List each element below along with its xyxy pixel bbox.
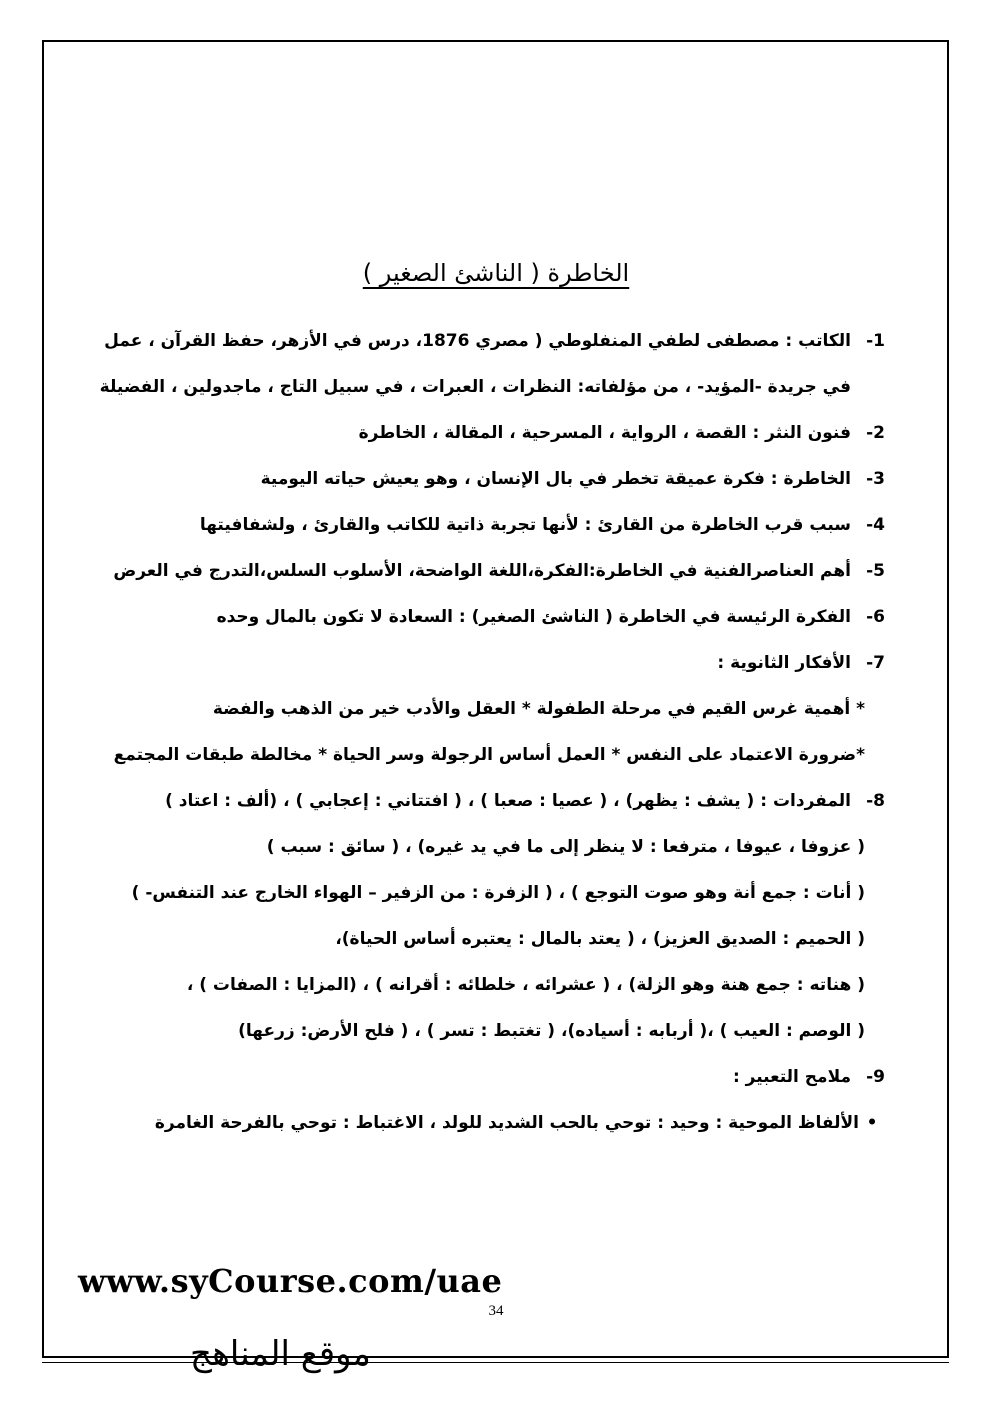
- item-text: الفكرة الرئيسة في الخاطرة ( الناشئ الصغير) : السعادة لا تكون بالمال وحده: [216, 607, 851, 627]
- item-number: 4-: [866, 515, 885, 535]
- list-item: [95, 502, 885, 548]
- vocab-line: ( عزوفا ، عيوفا ، مترفعا : لا ينظر إلى ما في يد غيره) ، ( سائق : سبب ): [266, 837, 865, 857]
- list-item: [95, 640, 885, 686]
- item-number: 3-: [866, 469, 885, 489]
- item-text: الأفكار الثانوية :: [717, 653, 851, 673]
- page-title: [0, 259, 992, 287]
- item-text: فنون النثر : القصة ، الرواية ، المسرحية ، المقالة ، الخاطرة: [358, 423, 851, 443]
- item-text: المفردات : ( يشف : يظهر) ، ( عصيا : صعبا ) ، ( افتتاني : إعجابي ) ، (ألف : اعتاد ): [165, 791, 851, 811]
- item-text: سبب قرب الخاطرة من القارئ : لأنها تجربة ذاتية للكاتب والقارئ ، ولشفافيتها: [199, 515, 851, 535]
- vocab-line: ( الوصم : العيب ) ،( أربابه : أسياده)، ( تغتبط : تسر ) ، ( فلح الأرض: زرعها): [238, 1021, 865, 1041]
- vocab-line: ( الحميم : الصديق العزيز) ، ( يعتد بالمال : يعتبره أساس الحياة)،: [335, 929, 865, 949]
- bullet-text: الألفاظ الموحية : وحيد : توحي بالحب الشديد للولد ، الاغتباط : توحي بالفرحة الغامرة: [154, 1113, 859, 1133]
- item-number: 7-: [866, 653, 885, 673]
- bullet-item: [95, 1100, 885, 1146]
- list-item: [95, 778, 885, 824]
- document-body: [95, 318, 885, 1146]
- vocab-line: ( هناته : جمع هنة وهو الزلة) ، ( عشرائه ، خلطائه : أقرانه ) ، (المزايا : الصفات ) ،: [186, 975, 865, 995]
- secondary-idea-line: * أهمية غرس القيم في مرحلة الطفولة * العقل والأدب خير من الذهب والفضة: [212, 699, 865, 719]
- list-item: [95, 548, 885, 594]
- list-item: [95, 318, 885, 410]
- vocab-line: ( أنات : جمع أنة وهو صوت التوجع ) ، ( الزفرة : من الزفير – الهواء الخارج عند التنفس- ): [131, 883, 865, 903]
- item-number: 5-: [866, 561, 885, 581]
- list-item: [95, 594, 885, 640]
- item-text: الخاطرة : فكرة عميقة تخطر في بال الإنسان ، وهو يعيش حياته اليومية: [260, 469, 851, 489]
- list-item: [95, 456, 885, 502]
- bullet-icon: •: [866, 1113, 878, 1133]
- item-number: 9-: [866, 1067, 885, 1087]
- item-number: 6-: [866, 607, 885, 627]
- secondary-idea-line: *ضرورة الاعتماد على النفس * العمل أساس الرجولة وسر الحياة * مخالطة طبقات المجتمع: [113, 745, 865, 765]
- item-text: الكاتب : مصطفى لطفي المنفلوطي ( مصري 1876، درس في الأزهر، حفظ القرآن ، عمل في جريدة -المؤيد- ، من مؤلفاته: النظرات ، العبرات ، في سبيل التاج ، ماجدولين ، الفضيلة: [99, 331, 851, 397]
- list-item: [95, 1054, 885, 1100]
- item-number: 2-: [866, 423, 885, 443]
- item-text: ملامح التعبير :: [732, 1067, 851, 1087]
- item-number: 1-: [866, 331, 885, 351]
- watermark-url: www.syCourse.com/uae: [78, 1262, 503, 1300]
- page-title-text: الخاطرة ( الناشئ الصغير ): [362, 259, 630, 288]
- bottom-rule: [42, 1362, 949, 1363]
- item-text: أهم العناصرالفنية في الخاطرة:الفكرة،اللغة الواضحة، الأسلوب السلس،التدرج في العرض: [113, 561, 851, 581]
- item-number: 8-: [866, 791, 885, 811]
- site-logo: موقع المناهج: [190, 1334, 371, 1374]
- page-number: 34: [488, 1303, 504, 1319]
- list-item: [95, 410, 885, 456]
